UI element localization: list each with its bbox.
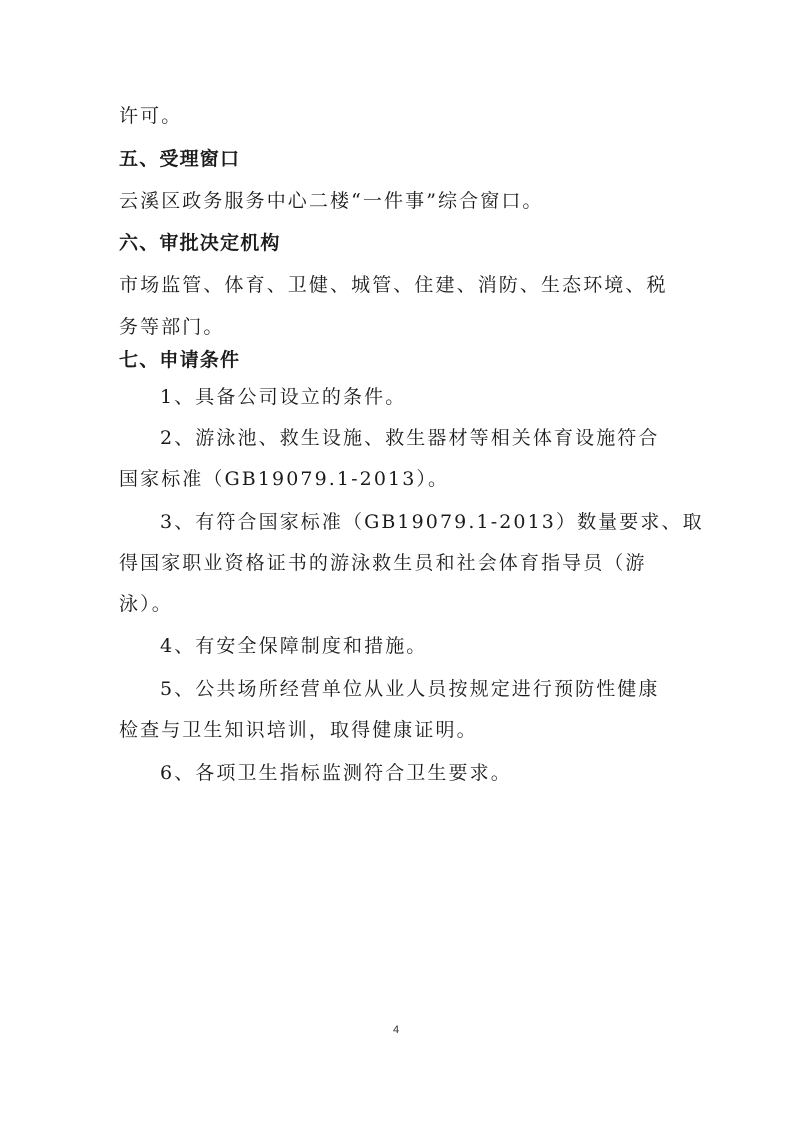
condition-item-3-line-2: 得国家职业资格证书的游泳救生员和社会体育指导员（游 <box>119 552 647 574</box>
section-authority-text-line-2: 务等部门。 <box>119 316 225 338</box>
condition-item-5-line-1: 5、公共场所经营单位从业人员按规定进行预防性健康 <box>160 678 660 700</box>
condition-item-2-line-2: 国家标准（GB19079.1-2013）。 <box>119 468 450 490</box>
condition-item-1: 1、具备公司设立的条件。 <box>160 386 407 408</box>
section-heading-authority: 六、审批决定机构 <box>119 232 281 254</box>
condition-item-2-line-1: 2、游泳池、救生设施、救生器材等相关体育设施符合 <box>160 427 660 449</box>
section-authority-text-line-1: 市场监管、体育、卫健、城管、住建、消防、生态环境、税 <box>119 274 668 296</box>
condition-item-3-line-1: 3、有符合国家标准（GB19079.1-2013）数量要求、取 <box>160 511 704 533</box>
continuation-text: 许可。 <box>119 105 183 127</box>
condition-item-5-line-2: 检查与卫生知识培训，取得健康证明。 <box>119 719 478 741</box>
section-window-text: 云溪区政务服务中心二楼“一件事”综合窗口。 <box>119 190 544 212</box>
page-number: 4 <box>392 1024 400 1036</box>
condition-item-6: 6、各项卫生指标监测符合卫生要求。 <box>160 762 512 784</box>
condition-item-3-line-3: 泳）。 <box>119 593 173 615</box>
section-heading-conditions: 七、申请条件 <box>119 349 241 371</box>
section-heading-window: 五、受理窗口 <box>119 148 241 170</box>
condition-item-4: 4、有安全保障制度和措施。 <box>160 635 428 657</box>
